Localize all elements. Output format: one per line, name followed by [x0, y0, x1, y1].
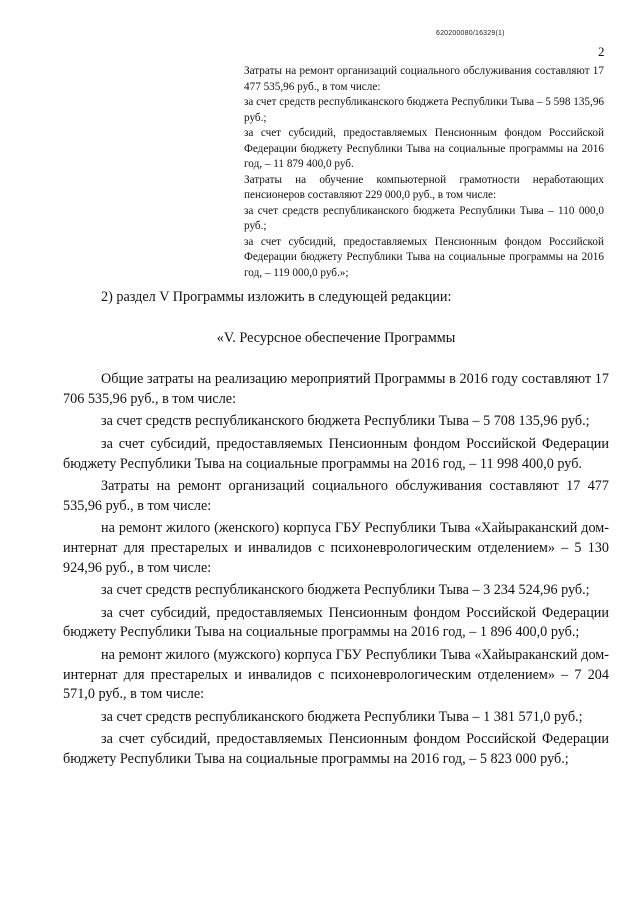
- quoted-paragraph: за счет средств республиканского бюджета Республики Тыва – 5 598 135,96 руб.;: [244, 96, 605, 124]
- quoted-paragraph: за счет субсидий, предоставляемых Пенсионным фондом Российской Федерации бюджету Республики Тыва на социальные программы на 2016 год, – 119 000,0 руб.»;: [244, 235, 604, 279]
- body-paragraph: за счет средств республиканского бюджета Республики Тыва – 5 708 135,96 руб.;: [101, 413, 590, 430]
- quoted-paragraph: за счет субсидий, предоставляемых Пенсионным фондом Российской Федерации бюджету Республики Тыва на социальные программы на 2016 год, – 11 879 400,0 руб.: [244, 127, 604, 170]
- page-number: 2: [598, 44, 605, 59]
- quoted-paragraph: за счет средств республиканского бюджета Республики Тыва – 110 000,0 руб.;: [244, 204, 604, 232]
- body-paragraph: на ремонт жилого (женского) корпуса ГБУ Республики Тыва «Хайыраканский дом-интернат для престарелых и инвалидов с психоневрологическим отделением» – 5 130 924,96 руб., в том числе:: [63, 520, 609, 576]
- body-paragraph: за счет субсидий, предоставляемых Пенсионным фондом Российской Федерации бюджету Республики Тыва на социальные программы на 2016 год, – 11 998 400,0 руб.: [63, 435, 609, 472]
- document-code: 620200080/16329(1): [436, 30, 505, 37]
- quoted-text-block: [244, 64, 604, 281]
- body-paragraph: Затраты на ремонт организаций социального обслуживания составляют 17 477 535,96 руб., в том числе:: [63, 478, 609, 514]
- body-paragraph: за счет средств республиканского бюджета Республики Тыва – 1 381 571,0 руб.;: [101, 708, 583, 725]
- body-paragraph: Общие затраты на реализацию мероприятий Программы в 2016 году составляют 17 706 535,96 руб., в том числе:: [63, 371, 609, 407]
- body-paragraph: за счет средств республиканского бюджета Республики Тыва – 3 234 524,96 руб.;: [101, 582, 590, 599]
- body-paragraph: за счет субсидий, предоставляемых Пенсионным фондом Российской Федерации бюджету Республики Тыва на социальные программы на 2016 год, – 1 896 400,0 руб.;: [63, 604, 609, 641]
- main-body: [63, 288, 609, 769]
- amendment-line: 2) раздел V Программы изложить в следующей редакции:: [101, 289, 452, 305]
- section-title: «V. Ресурсное обеспечение Программы: [216, 329, 456, 346]
- quoted-paragraph: Затраты на обучение компьютерной грамотности неработающих пенсионеров составляют 229 000,0 руб., в том числе:: [244, 173, 604, 201]
- quoted-paragraph: Затраты на ремонт организаций социального обслуживания составляют 17 477 535,96 руб., в том числе:: [244, 65, 604, 93]
- body-paragraph: на ремонт жилого (мужского) корпуса ГБУ Республики Тыва «Хайыраканский дом-интернат для престарелых и инвалидов с психоневрологическим отделением» – 7 204 571,0 руб., в том числе:: [63, 646, 609, 703]
- body-paragraph: за счет субсидий, предоставляемых Пенсионным фондом Российской Федерации бюджету Республики Тыва на социальные программы на 2016 год, – 5 823 000 руб.;: [63, 731, 609, 767]
